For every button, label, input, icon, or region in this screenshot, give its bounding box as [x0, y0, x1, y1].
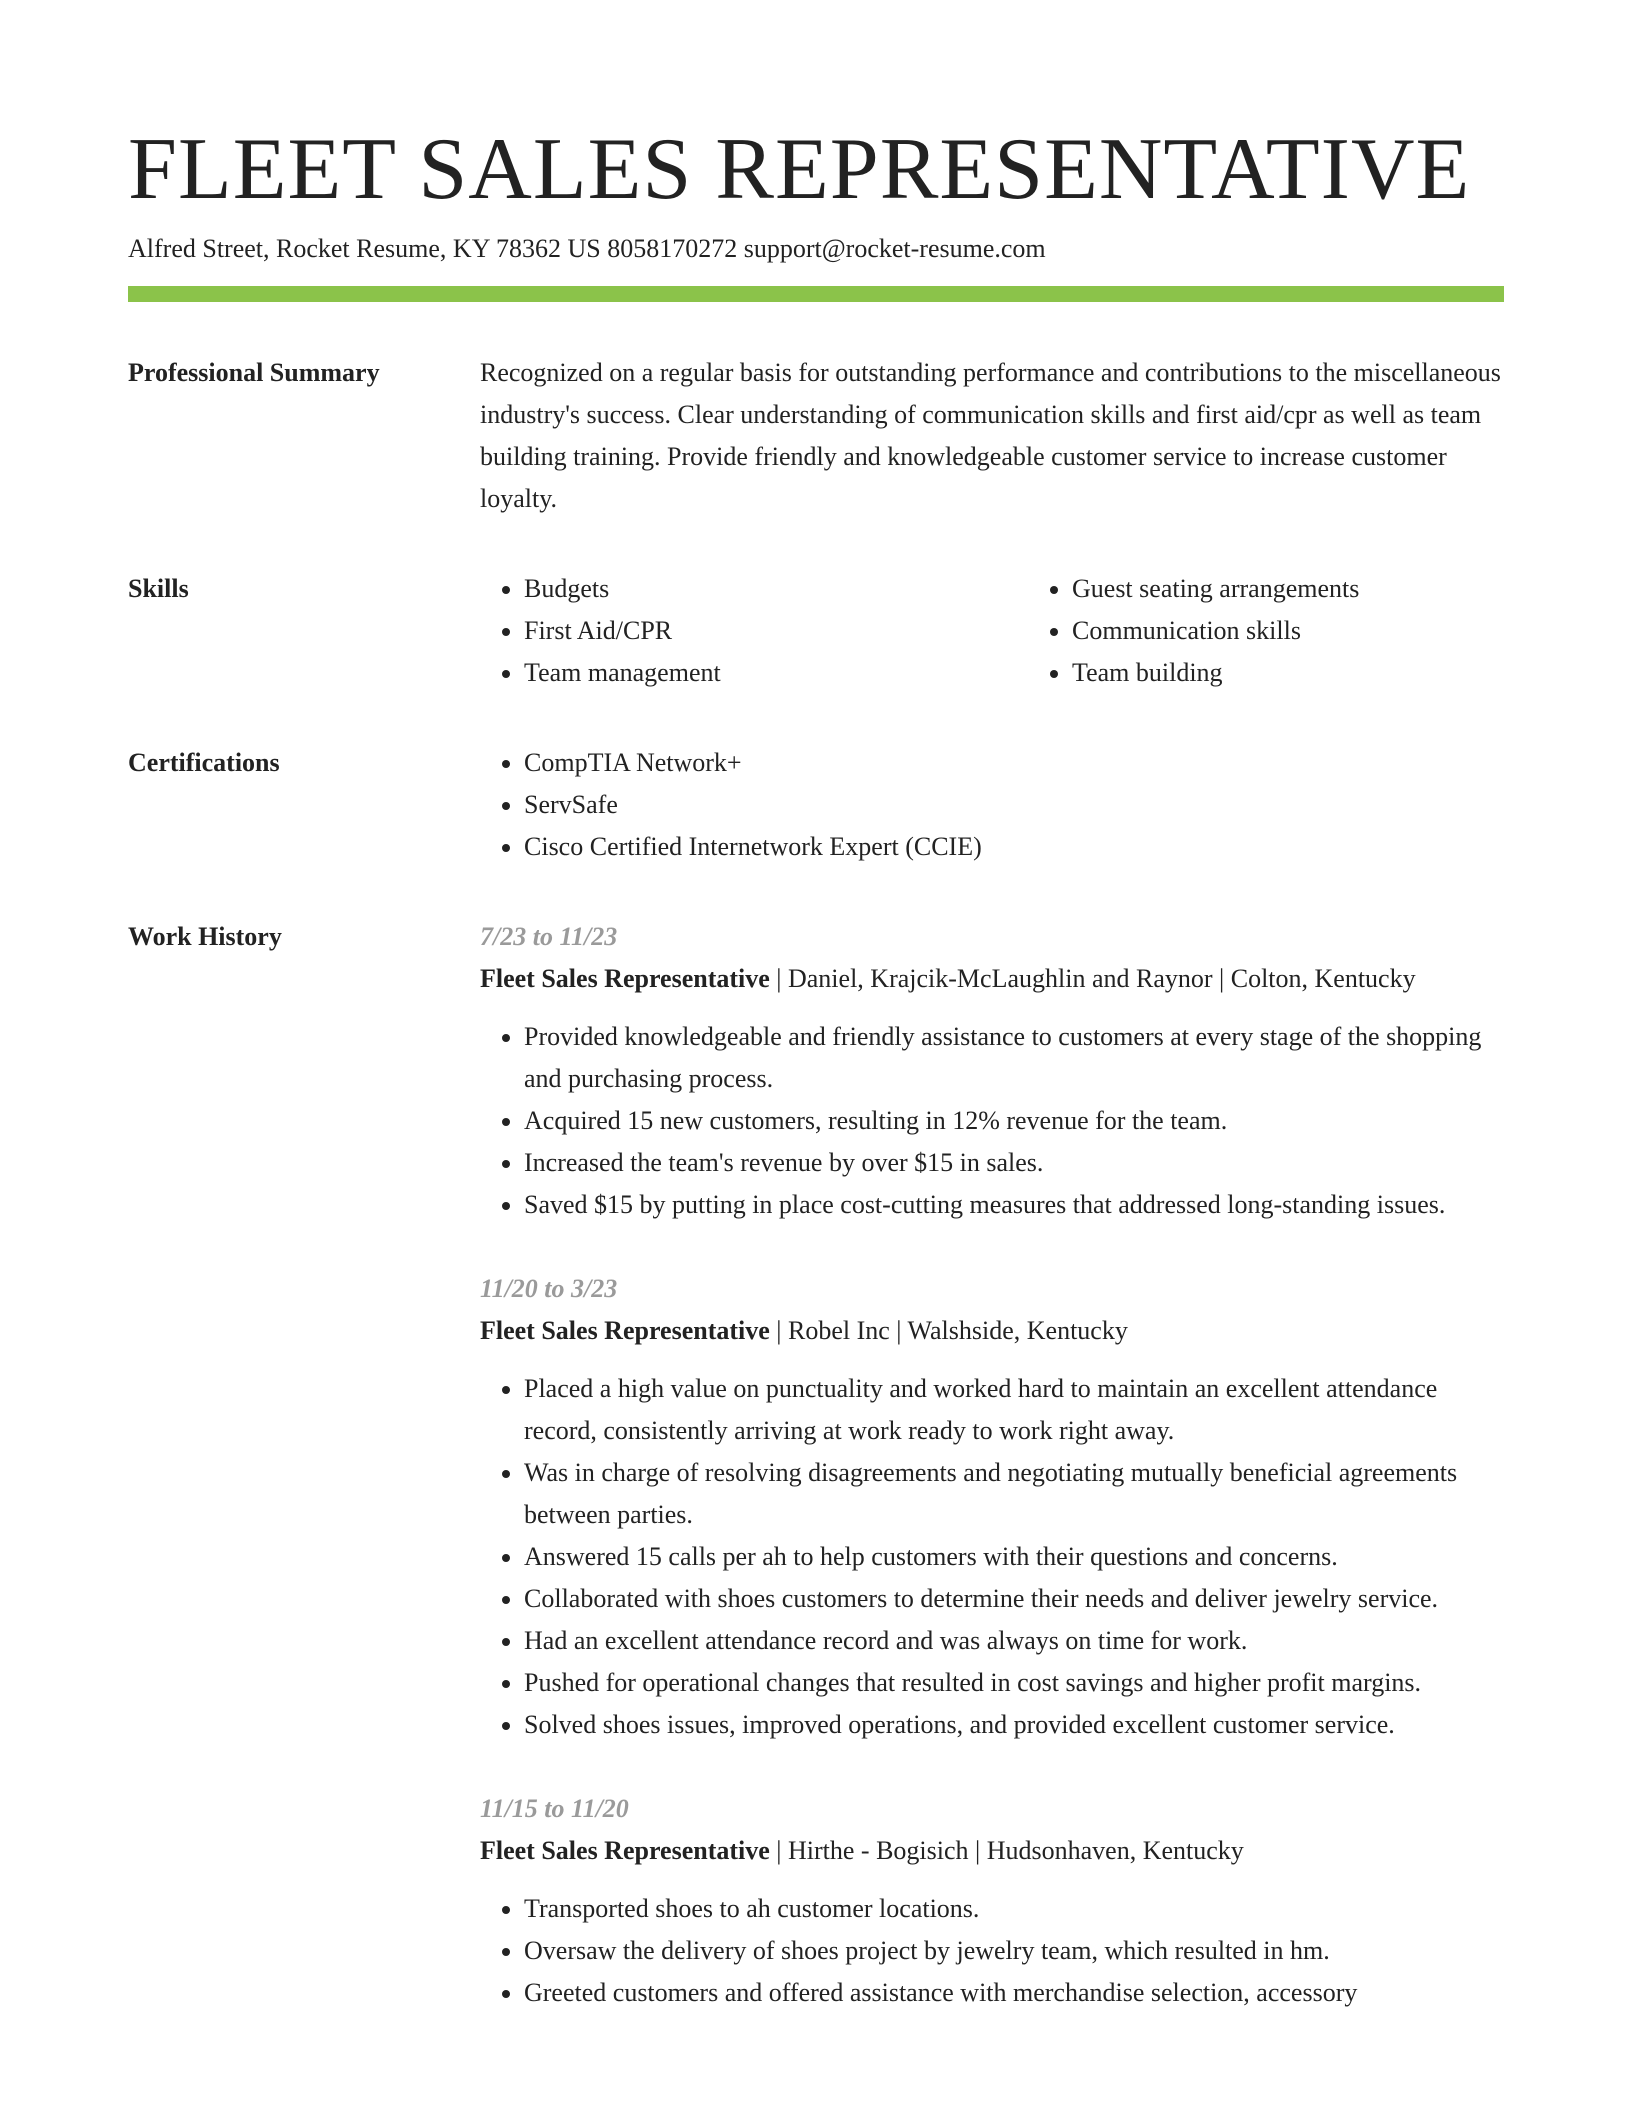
certification-item: • Cisco Certified Internetwork Expert (CCIE): [524, 826, 1504, 868]
skill-item: • Team management: [524, 652, 1028, 694]
skills-section-title: Skills: [128, 574, 189, 603]
job-bullet: • Placed a high value on punctuality and worked hard to maintain an excellent attendance record, consistently arriving at work ready to work right away.: [524, 1368, 1504, 1452]
job-bullet: • Transported shoes to ah customer locations.: [524, 1888, 1504, 1930]
job-company-location: | Hirthe - Bogisich | Hudsonhaven, Kentucky: [769, 1836, 1244, 1865]
job-dates: 11/15 to 11/20: [480, 1794, 629, 1823]
skills-section: [128, 568, 1504, 694]
summary-section: [128, 352, 1504, 520]
certification-item: • CompTIA Network+: [524, 742, 1504, 784]
job-entry: [480, 916, 1504, 1226]
job-bullet: • Had an excellent attendance record and was always on time for work.: [524, 1620, 1504, 1662]
skill-item: • Team building: [1072, 652, 1576, 694]
job-bullet: • Collaborated with shoes customers to determine their needs and deliver jewelry service.: [524, 1578, 1504, 1620]
work-history-section-title: Work History: [128, 922, 282, 951]
skills-column-1: [480, 568, 1028, 694]
job-title: Fleet Sales Representative: [480, 1316, 770, 1345]
certification-item: • ServSafe: [524, 784, 1504, 826]
certifications-section-title: Certifications: [128, 748, 280, 777]
job-header: [480, 1310, 1504, 1352]
job-bullet: • Pushed for operational changes that resulted in cost savings and higher profit margins.: [524, 1662, 1504, 1704]
certifications-section: [128, 742, 1504, 868]
resume-page: [128, 120, 1504, 2056]
skills-column-2: [1028, 568, 1576, 694]
job-bullets: [480, 1368, 1504, 1746]
job-bullet: • Increased the team's revenue by over $15 in sales.: [524, 1142, 1504, 1184]
job-entry: [480, 1788, 1504, 2014]
job-bullet: • Was in charge of resolving disagreements and negotiating mutually beneficial agreements between parties.: [524, 1452, 1504, 1536]
job-bullet: • Solved shoes issues, improved operations, and provided excellent customer service.: [524, 1704, 1504, 1746]
work-history-section: [128, 916, 1504, 2056]
job-bullet: • Provided knowledgeable and friendly assistance to customers at every stage of the shopping and purchasing process.: [524, 1016, 1504, 1100]
summary-section-title: Professional Summary: [128, 358, 380, 387]
skill-item: • First Aid/CPR: [524, 610, 1028, 652]
skill-item: • Guest seating arrangements: [1072, 568, 1576, 610]
summary-text: Recognized on a regular basis for outstanding performance and contributions to the miscellaneous industry's success. Clear understanding of communication skills and first aid/cpr as well as team building training. Provide friendly and knowledgeable customer service to increase customer loyalty.: [480, 358, 1501, 513]
job-header: [480, 958, 1504, 1000]
skill-item: • Budgets: [524, 568, 1028, 610]
job-dates: 11/20 to 3/23: [480, 1274, 618, 1303]
job-bullets: [480, 1016, 1504, 1226]
job-bullet: • Answered 15 calls per ah to help customers with their questions and concerns.: [524, 1536, 1504, 1578]
job-dates: 7/23 to 11/23: [480, 922, 618, 951]
job-bullet: • Oversaw the delivery of shoes project by jewelry team, which resulted in hm.: [524, 1930, 1504, 1972]
contact-line: Alfred Street, Rocket Resume, KY 78362 US 8058170272 support@rocket-resume.com: [128, 234, 1046, 263]
job-title: Fleet Sales Representative: [480, 964, 770, 993]
job-bullet: • Greeted customers and offered assistance with merchandise selection, accessory: [524, 1972, 1504, 2014]
job-bullet: • Saved $15 by putting in place cost-cutting measures that addressed long-standing issues.: [524, 1184, 1504, 1226]
job-company-location: | Robel Inc | Walshside, Kentucky: [769, 1316, 1128, 1345]
job-header: [480, 1830, 1504, 1872]
skill-item: • Communication skills: [1072, 610, 1576, 652]
job-company-location: | Daniel, Krajcik-McLaughlin and Raynor | Colton, Kentucky: [769, 964, 1416, 993]
job-bullets: [480, 1888, 1504, 2014]
job-entry: [480, 1268, 1504, 1746]
job-bullet: • Acquired 15 new customers, resulting in 12% revenue for the team.: [524, 1100, 1504, 1142]
resume-name-heading: FLEET SALES REPRESENTATIVE: [128, 121, 1471, 218]
header-divider: [128, 286, 1504, 302]
job-title: Fleet Sales Representative: [480, 1836, 770, 1865]
certifications-list: [480, 742, 1504, 868]
